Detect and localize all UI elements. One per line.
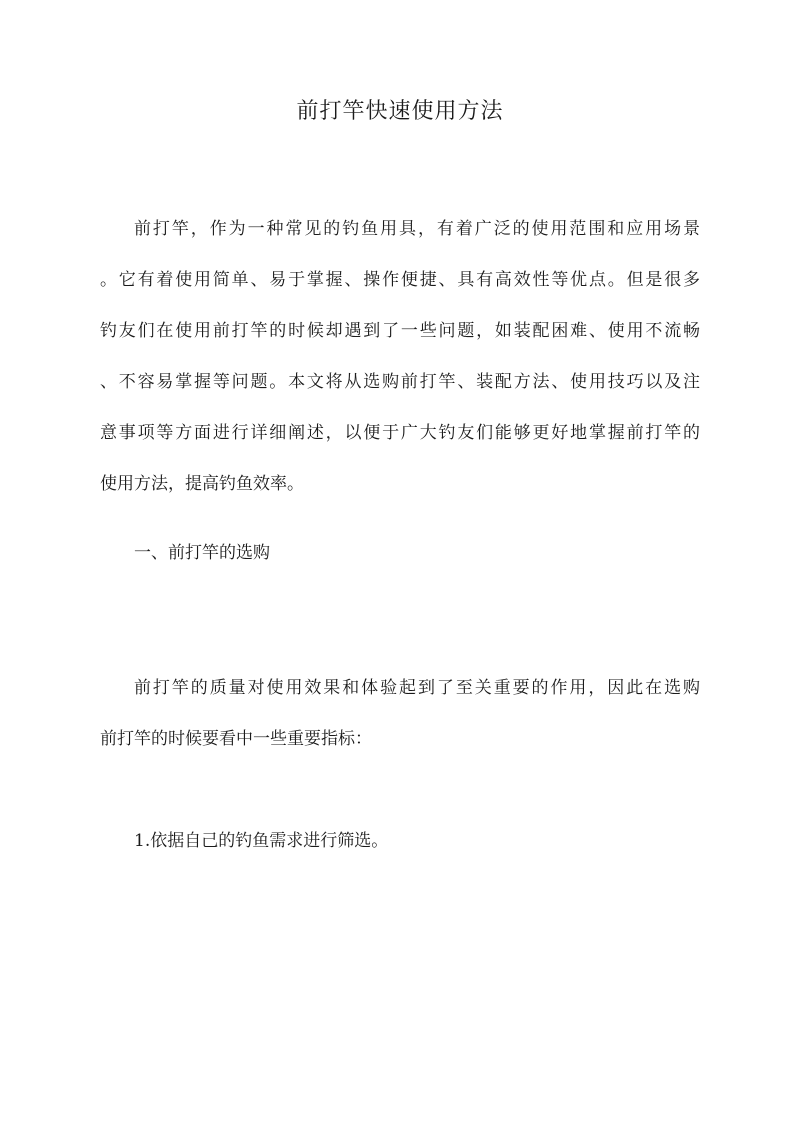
section-heading: [100, 528, 700, 579]
selection-line: 前打竿的质量对使用效果和体验起到了至关重要的作用，因此在选购: [134, 678, 700, 698]
section-heading-text: 一、前打竿的选购: [134, 543, 270, 563]
list-item: [100, 816, 700, 867]
intro-line: 、不容易掌握等问题。本文将从选购前打竿、装配方法、使用技巧以及注: [100, 372, 700, 392]
list-item-text: 1.依据自己的钓鱼需求进行筛选。: [134, 831, 389, 851]
selection-paragraph: [100, 663, 700, 765]
intro-paragraph: [100, 204, 700, 510]
intro-line: 意事项等方面进行详细阐述，以便于广大钓友们能够更好地掌握前打竿的: [100, 423, 700, 443]
intro-line: 。它有着使用简单、易于掌握、操作便捷、具有高效性等优点。但是很多: [100, 270, 700, 290]
document-title: 前打竿快速使用方法: [296, 99, 504, 124]
selection-line: 前打竿的时候要看中一些重要指标：: [100, 729, 372, 749]
intro-line: 钓友们在使用前打竿的时候却遇到了一些问题，如装配困难、使用不流畅: [100, 321, 700, 341]
intro-line: 使用方法，提高钓鱼效率。: [100, 474, 304, 494]
intro-line: 前打竿，作为一种常见的钓鱼用具，有着广泛的使用范围和应用场景: [134, 219, 700, 239]
